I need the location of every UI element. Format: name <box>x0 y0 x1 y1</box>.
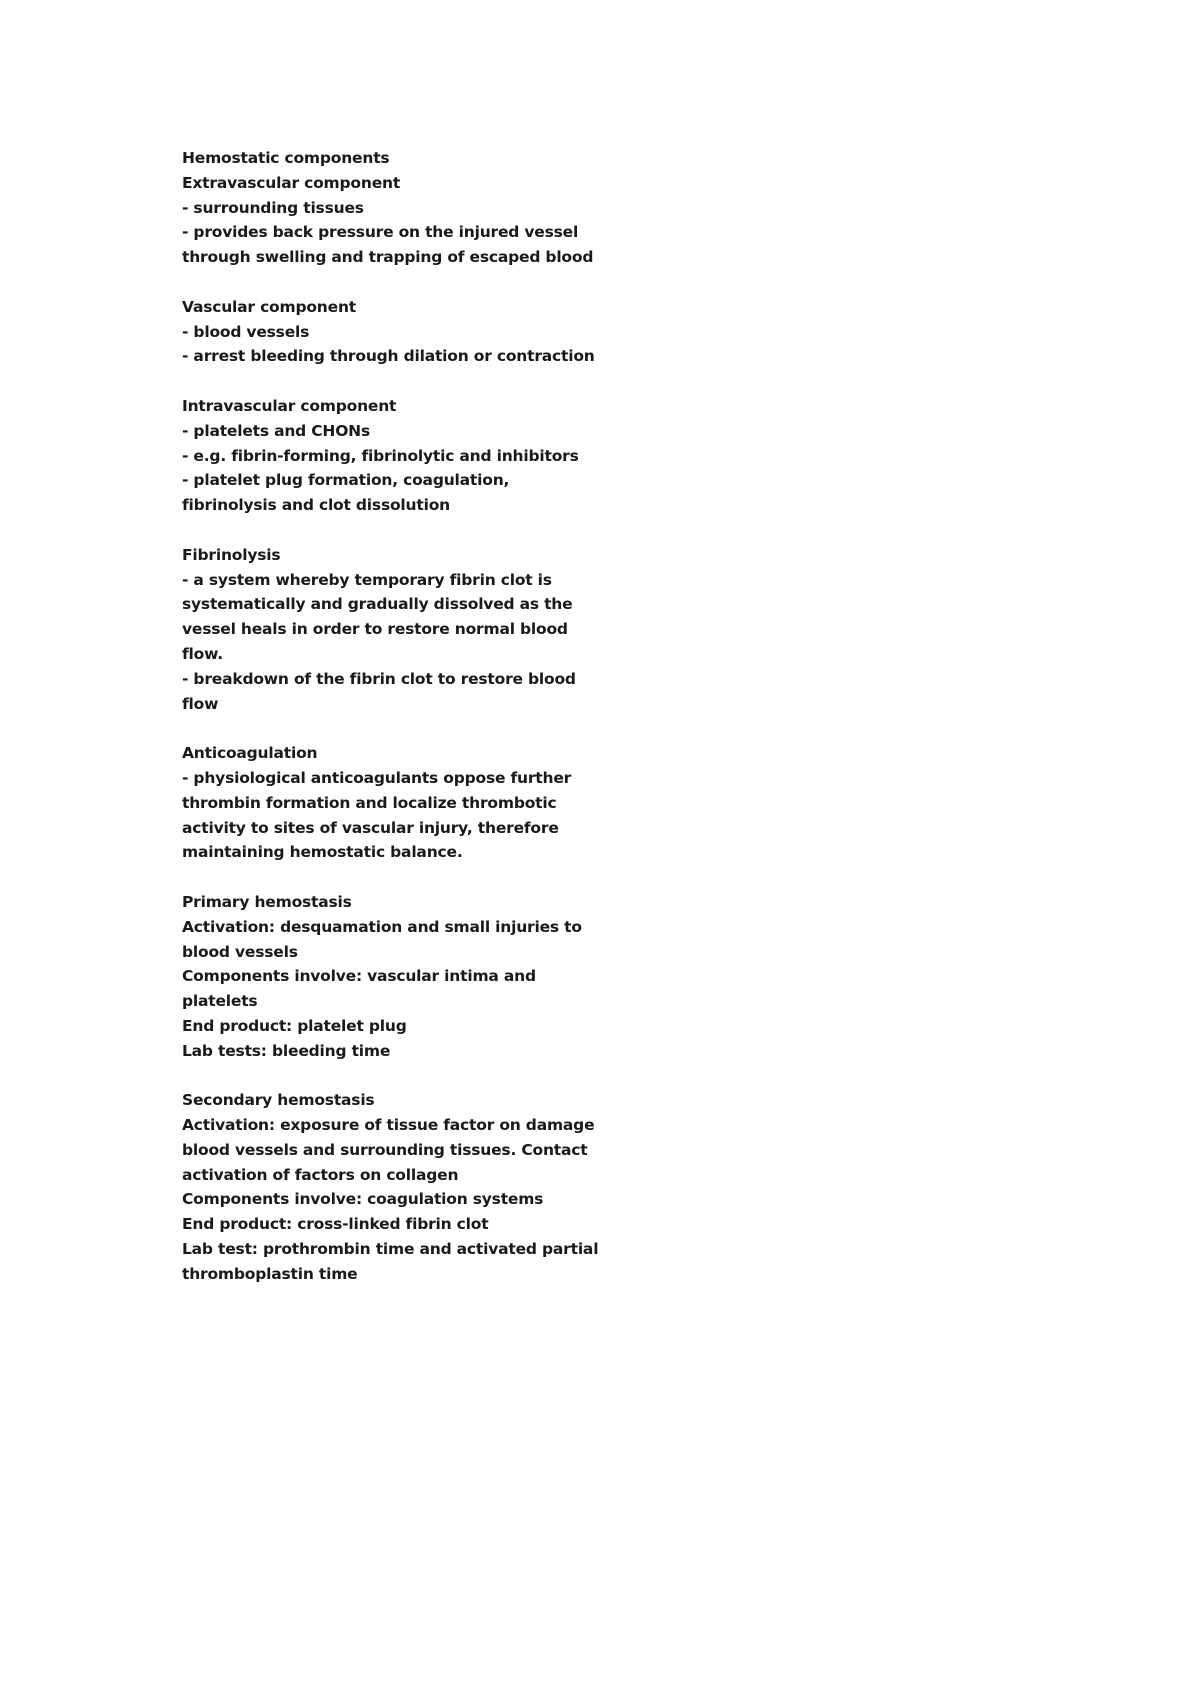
text-line: Primary hemostasis <box>182 892 352 911</box>
text-line: through swelling and trapping of escaped blood <box>182 248 594 267</box>
text-line: activity to sites of vascular injury, therefore <box>182 818 559 837</box>
text-line: activation of factors on collagen <box>182 1165 459 1184</box>
text-line: Vascular component <box>182 297 356 316</box>
text-line: - blood vessels <box>182 322 310 341</box>
text-line: Components involve: vascular intima and <box>182 967 536 986</box>
text-line: Fibrinolysis <box>182 545 281 564</box>
text-line: - platelet plug formation, coagulation, <box>182 471 510 490</box>
text-line: blood vessels and surrounding tissues. Contact <box>182 1140 588 1159</box>
text-line: fibrinolysis and clot dissolution <box>182 496 450 515</box>
text-line: Anticoagulation <box>182 744 318 763</box>
text-line: - surrounding tissues <box>182 198 364 217</box>
text-line: thrombin formation and localize thrombotic <box>182 793 557 812</box>
paragraph-gap <box>182 518 642 543</box>
text-line: - a system whereby temporary fibrin clot is <box>182 570 552 589</box>
text-line: Activation: desquamation and small injuries to <box>182 917 582 936</box>
text-line: platelets <box>182 992 258 1011</box>
paragraph-gap <box>182 716 642 741</box>
text-line: Hemostatic components <box>182 149 390 167</box>
text-line: End product: platelet plug <box>182 1016 407 1035</box>
paragraph-gap <box>182 270 642 295</box>
text-line: vessel heals in order to restore normal blood <box>182 620 568 639</box>
text-line: End product: cross-linked fibrin clot <box>182 1215 489 1234</box>
text-line: systematically and gradually dissolved as the <box>182 595 573 614</box>
text-line: - arrest bleeding through dilation or contraction <box>182 347 595 366</box>
text-line: blood vessels <box>182 942 298 961</box>
text-line: - platelets and CHONs <box>182 421 370 440</box>
text-line: Extravascular component <box>182 173 401 192</box>
paragraph-gap <box>182 1063 642 1088</box>
text-line: - breakdown of the fibrin clot to restore blood <box>182 669 576 688</box>
document-body <box>182 146 642 1287</box>
text-line: Activation: exposure of tissue factor on damage <box>182 1116 595 1135</box>
text-line: flow. <box>182 644 223 663</box>
text-line: Lab tests: bleeding time <box>182 1041 391 1060</box>
text-line: Intravascular component <box>182 396 397 415</box>
text-line: - e.g. fibrin-forming, fibrinolytic and inhibitors <box>182 446 579 465</box>
text-line: flow <box>182 694 219 713</box>
text-line: maintaining hemostatic balance. <box>182 843 463 862</box>
text-line: Components involve: coagulation systems <box>182 1190 544 1209</box>
text-line: - provides back pressure on the injured vessel <box>182 223 579 242</box>
text-line: thromboplastin time <box>182 1264 358 1283</box>
text-line: - physiological anticoagulants oppose further <box>182 768 572 787</box>
paragraph-gap <box>182 369 642 394</box>
text-line: Secondary hemostasis <box>182 1091 375 1110</box>
paragraph-gap <box>182 865 642 890</box>
text-line: Lab test: prothrombin time and activated partial <box>182 1240 599 1259</box>
